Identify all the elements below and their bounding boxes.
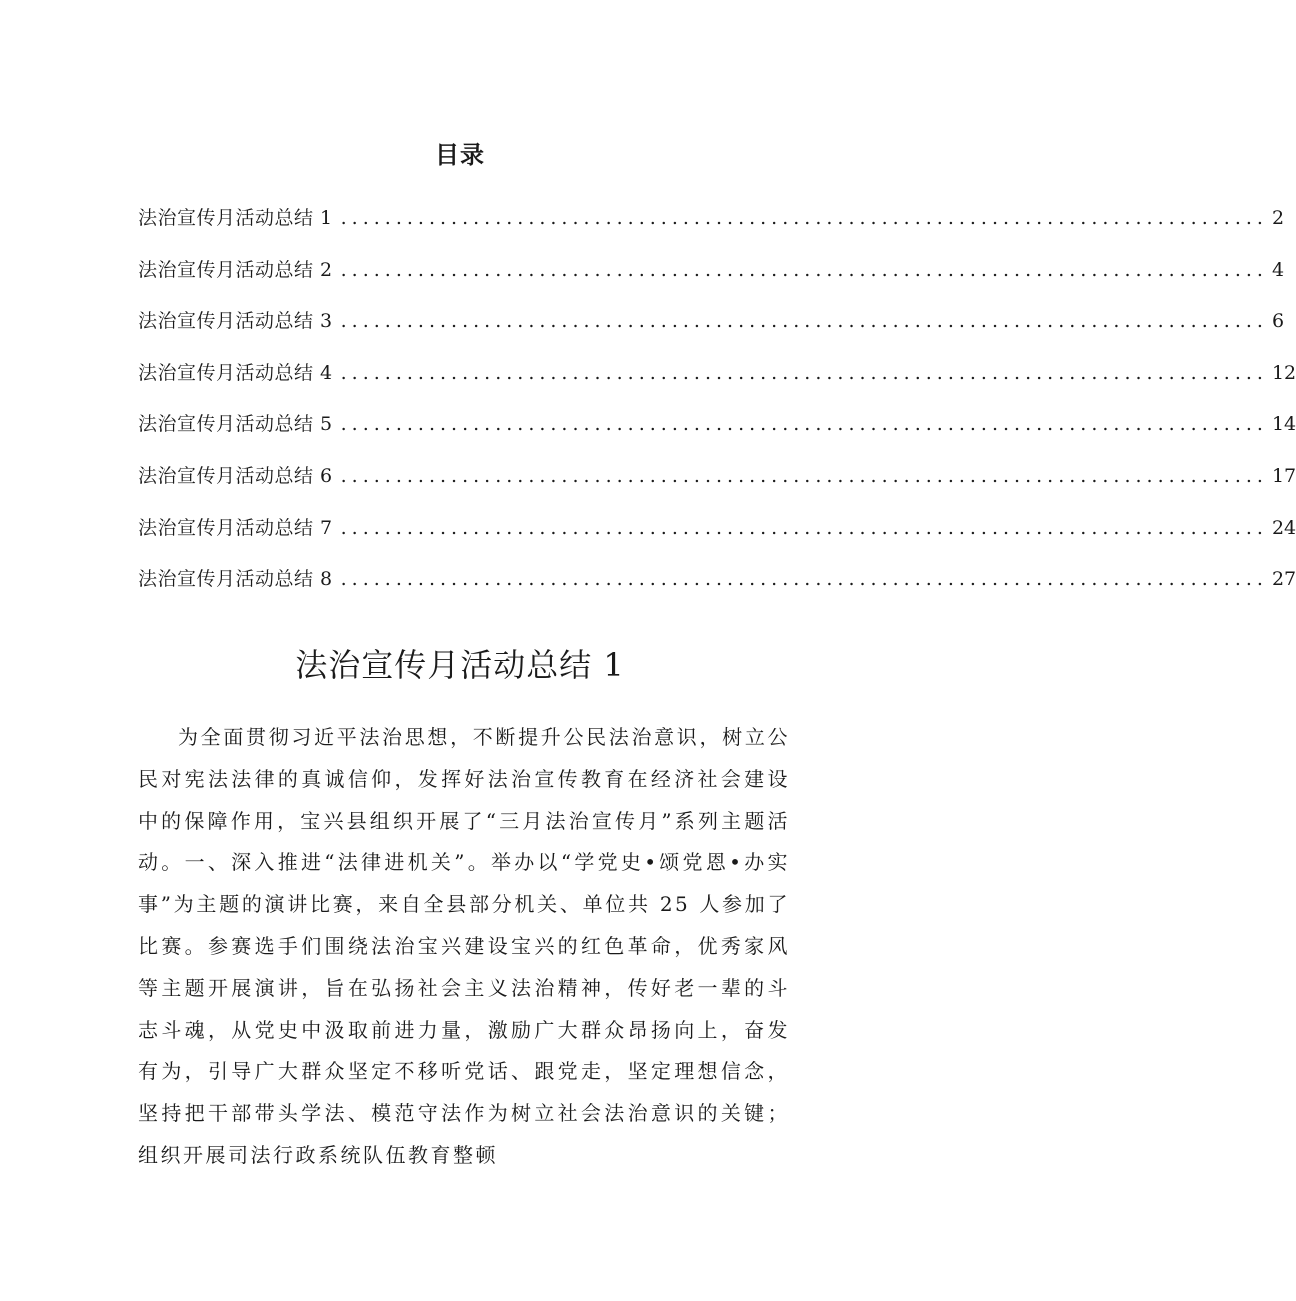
toc-entry[interactable] (138, 461, 1296, 513)
toc-entry-page: 27 (1271, 568, 1296, 591)
toc-leader-dots: .................................................................................... (340, 258, 1268, 281)
toc-entry[interactable] (138, 255, 1285, 307)
toc-leader-dots: .................................................................................... (340, 464, 1268, 487)
toc-entry-label: 法治宣传月活动总结 2 (138, 258, 333, 281)
toc-entry-label: 法治宣传月活动总结 3 (138, 310, 333, 333)
toc-entry[interactable] (138, 358, 1296, 410)
toc-entry-label: 法治宣传月活动总结 1 (138, 207, 333, 229)
toc-entry-page: 12 (1271, 361, 1296, 384)
toc-entry[interactable] (138, 564, 1296, 616)
body-paragraph: 为全面贯彻习近平法治思想，不断提升公民法治意识，树立公民对宪法法律的真诚信仰，发挥好法治宣传教育在经济社会建设中的保障作用，宝兴县组织开展了“三月法治宣传月”系列主题活动。一、深入推进“法律进机关”。举办以“学党史•颂党恩•办实事”为主题的演讲比赛，来自全县部分机关、单位共 25 人参加了比赛。参赛选手们围绕法治宝兴建设宝兴的红色革命，优秀家风等主题开展演讲，旨在弘扬社会主义法治精神，传好老一辈的斗志斗魂，从党史中汲取前进力量，激励广大群众昂扬向上，奋发有为，引导广大群众坚定不移听党话、跟党走，坚定理想信念，坚持把干部带头学法、模范守法作为树立社会法治意识的关键；组织开展司法行政系统队伍教育整顿 (138, 725, 790, 1167)
document-title: 法治宣传月活动总结 1 (295, 646, 625, 684)
table-of-contents (138, 203, 1296, 616)
toc-entry-page: 14 (1271, 413, 1296, 436)
toc-leader-dots: .................................................................................... (340, 361, 1268, 384)
toc-entry-label: 法治宣传月活动总结 8 (138, 568, 333, 591)
toc-entry-page: 6 (1271, 310, 1285, 333)
toc-entry-page: 24 (1271, 516, 1296, 539)
toc-leader-dots: .................................................................................... (340, 568, 1268, 591)
toc-entry-label: 法治宣传月活动总结 6 (138, 464, 333, 487)
toc-entry[interactable] (138, 203, 1285, 255)
toc-entry-label: 法治宣传月活动总结 4 (138, 361, 333, 384)
toc-entry-label: 法治宣传月活动总结 7 (138, 516, 333, 539)
toc-entry[interactable] (138, 409, 1296, 461)
toc-title: 目录 (435, 141, 485, 169)
toc-entry[interactable] (138, 306, 1285, 358)
toc-leader-dots: .................................................................................... (340, 516, 1268, 539)
toc-leader-dots: .................................................................................... (340, 207, 1268, 229)
toc-entry[interactable] (138, 513, 1296, 565)
toc-entry-label: 法治宣传月活动总结 5 (138, 413, 333, 436)
toc-entry-page: 4 (1271, 258, 1285, 281)
toc-leader-dots: .................................................................................... (340, 310, 1268, 333)
toc-leader-dots: .................................................................................... (340, 413, 1268, 436)
toc-entry-page: 17 (1271, 464, 1296, 487)
toc-entry-page: 2 (1271, 207, 1285, 229)
